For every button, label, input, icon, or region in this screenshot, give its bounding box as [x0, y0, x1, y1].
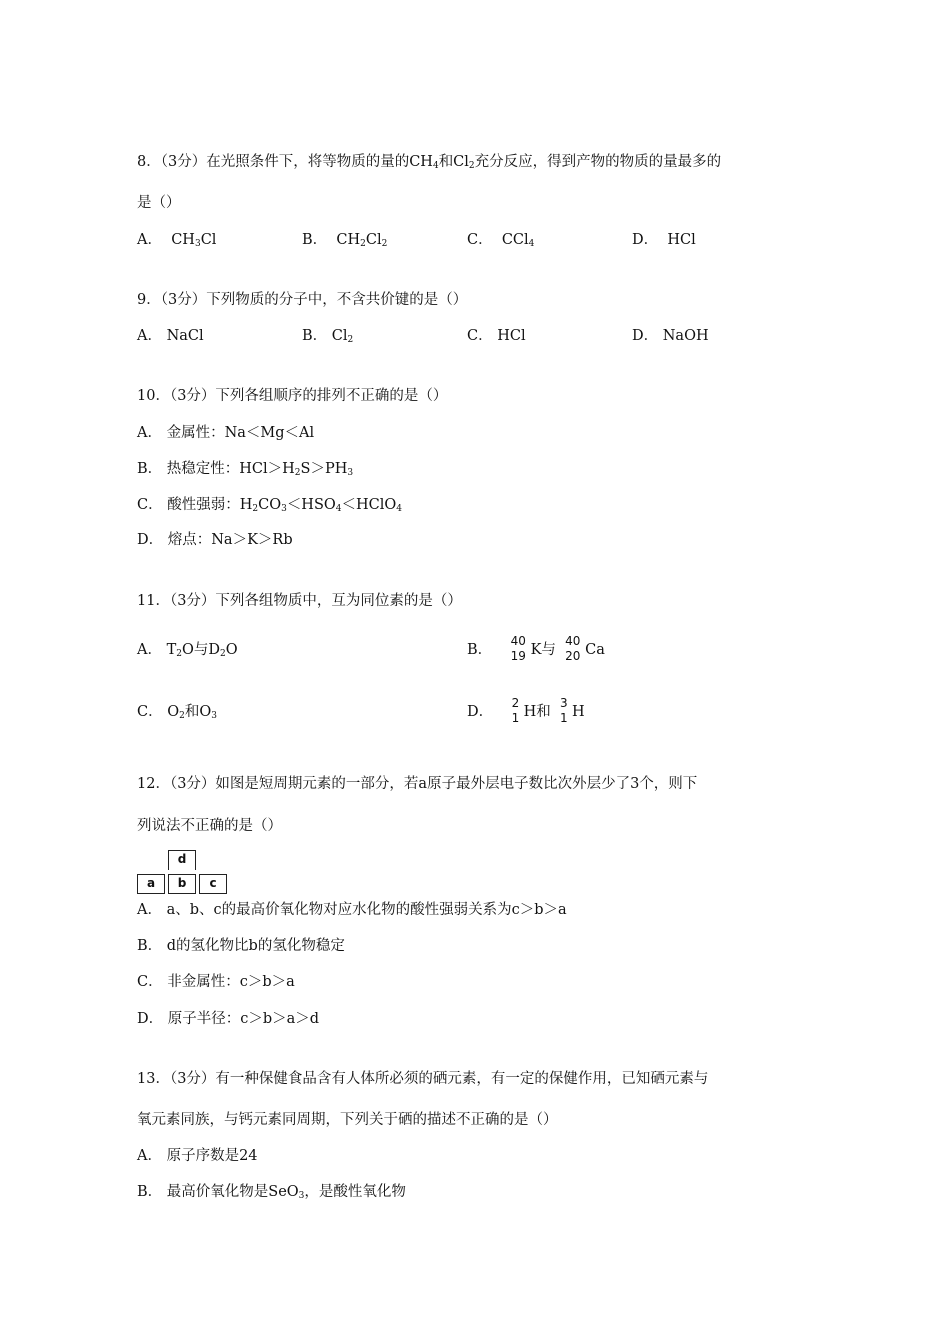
q13-option-b: B． 最高价氧化物是SeO$_3$，是酸性氧化物 [137, 1184, 406, 1201]
q8-option-b: B． $CH_2Cl_2$ [302, 232, 388, 249]
q12-stem-line2: 列说法不正确的是（） [137, 818, 282, 834]
q11-option-b: B． 40 19 K与 40 20 Ca [467, 634, 605, 663]
q8-stem-line2: 是（） [137, 195, 181, 211]
cell-b: b [168, 874, 196, 894]
q8-option-d: D． HCl [632, 232, 696, 248]
q10-option-d: D． 熔点：Na＞K＞Rb [137, 532, 293, 548]
q12-option-a: A． a、b、c的最高价氧化物对应水化物的酸性强弱关系为c＞b＞a [137, 902, 567, 918]
nuclide-h2: 2 1 [511, 696, 520, 725]
nuclide-h3: 3 1 [559, 696, 568, 725]
q10-option-b: B． 热稳定性：$HCl>H_2S>PH_3$ [137, 461, 354, 478]
q13-option-a: A． 原子序数是24 [137, 1148, 258, 1164]
nuclide-k40: 40 19 [510, 634, 526, 663]
q11-stem: 11．（3分）下列各组物质中，互为同位素的是（） [137, 593, 462, 609]
q8-stem-line1: 8．（3分）在光照条件下，将等物质的量的$CH_4$和$Cl_2$充分反应，得到产物的物质的量最多的 [137, 154, 722, 171]
cell-a: a [137, 874, 165, 894]
q12-option-c: C． 非金属性：c＞b＞a [137, 974, 295, 990]
q9-stem: 9．（3分）下列物质的分子中，不含共价键的是（） [137, 292, 468, 308]
q9-option-c: C． HCl [467, 328, 526, 344]
cell-d: d [168, 850, 196, 870]
cell-c: c [199, 874, 227, 894]
q12-option-d: D． 原子半径：c＞b＞a＞d [137, 1011, 320, 1027]
q13-stem-line2: 氧元素同族，与钙元素同周期，下列关于硒的描述不正确的是（） [137, 1112, 558, 1128]
q12-stem-line1: 12．（3分）如图是短周期元素的一部分，若a原子最外层电子数比次外层少了3个，则下 [137, 776, 698, 792]
q8-option-c: C． CCl$_4$ [467, 232, 535, 249]
q10-option-a: A． 金属性：Na＜Mg＜Al [137, 425, 315, 441]
q8-option-a: A． $CH_3Cl$ [137, 232, 217, 249]
nuclide-ca40: 40 20 [565, 634, 581, 663]
q11-option-a: A． $T_2O$与$D_2O$ [137, 642, 238, 659]
q10-option-c: C． 酸性强弱：$H_2CO_3<HSO_4<HClO_4$ [137, 497, 403, 514]
q9-option-a: A． NaCl [137, 328, 204, 344]
q11-option-c: C． $O_2$和$O_3$ [137, 704, 217, 721]
q9-option-b: B． $Cl_2$ [302, 328, 354, 345]
q9-option-d: D． NaOH [632, 328, 709, 344]
q12-option-b: B． d的氢化物比b的氢化物稳定 [137, 938, 345, 954]
periodic-table-fragment [137, 850, 231, 896]
q11-option-d: D． 2 1 H和 3 1 H [467, 696, 585, 725]
q10-stem: 10．（3分）下列各组顺序的排列不正确的是（） [137, 388, 448, 404]
q13-stem-line1: 13．（3分）有一种保健食品含有人体所必须的硒元素，有一定的保健作用，已知硒元素与 [137, 1071, 709, 1087]
